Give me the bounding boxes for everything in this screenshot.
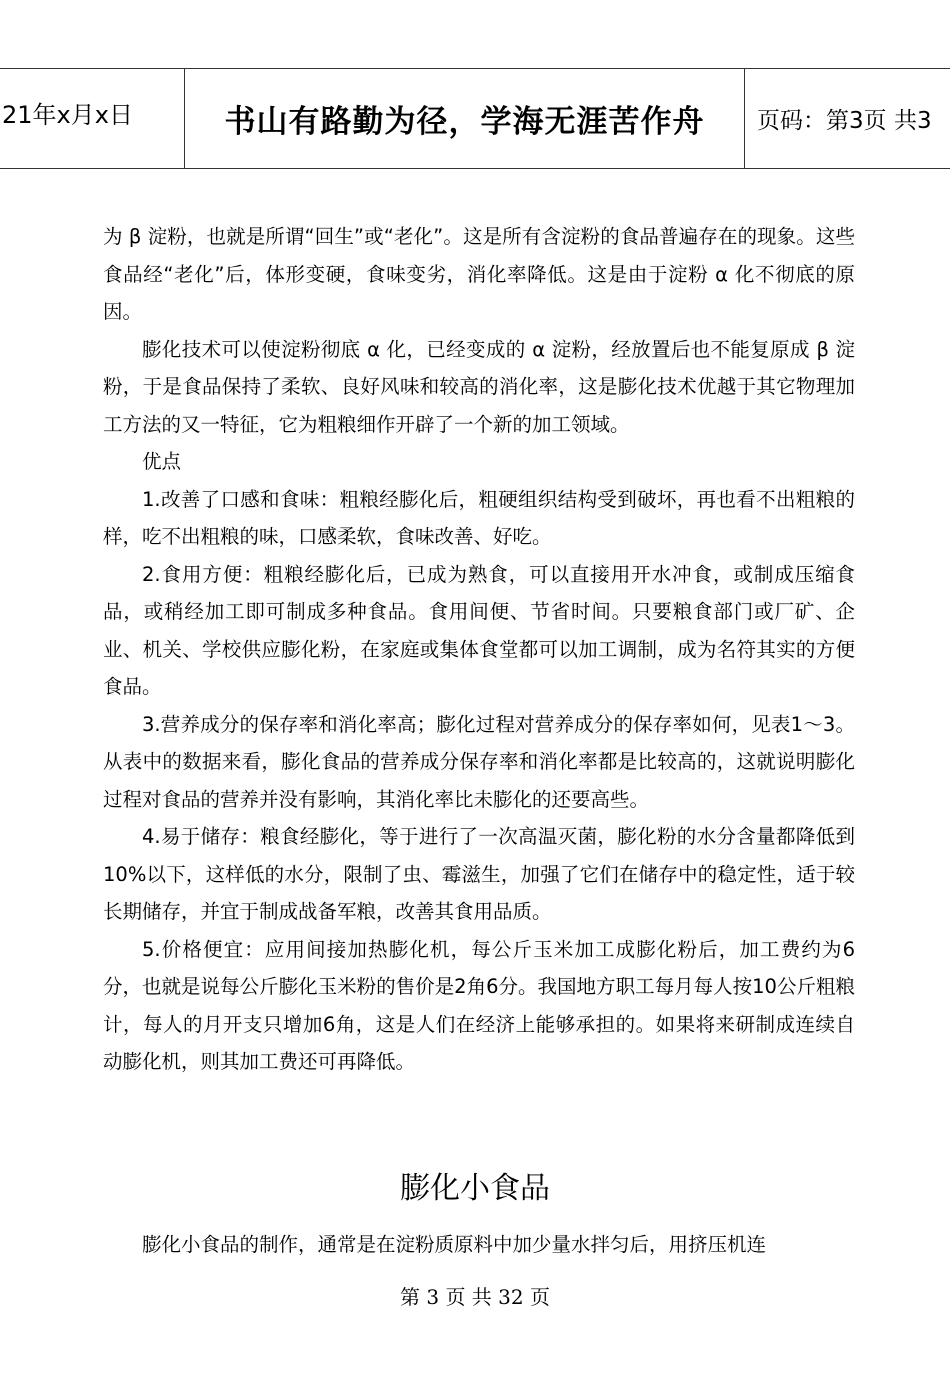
header-date: 21年x月x日 (2, 101, 133, 129)
list-item: 1.改善了口感和食味：粗粮经膨化后，粗硬组织结构受到破坏，再也看不出粗粮的样，吃不出粗粮的味，口感柔软，食味改善、好吃。 (103, 487, 855, 548)
list-item: 3.营养成分的保存率和消化率高；膨化过程对营养成分的保存率如何，见表1～3。从表中的数据来看，膨化食品的营养成分保存率和消化率都是比较高的，这就说明膨化过程对食品的营养并没有影响，其消化率比未膨化的还要高些。 (103, 712, 855, 811)
header-page-number: 页码：第3页 共3 (757, 108, 932, 134)
paragraph: 为 β 淀粉，也就是所谓“回生”或“老化”。这是所有含淀粉的食品普遍存在的现象。这些食品经“老化”后，体形变硬，食味变劣，消化率降低。这是由于淀粉 α 化不彻底的原因。 (103, 225, 855, 323)
subheading-advantages: 优点 (142, 450, 182, 473)
page-header (0, 68, 950, 169)
document-body (103, 218, 855, 1081)
list-item: 2.食用方便：粗粮经膨化后，已成为熟食，可以直接用开水冲食，或制成压缩食品，或稍经加工即可制成多种食品。食用间便、节省时间。只要粮食部门或厂矿、企业、机关、学校供应膨化粉，在家庭或集体食堂都可以加工调制，成为名符其实的方便食品。 (103, 562, 855, 698)
paragraph: 膨化小食品的制作，通常是在淀粉质原料中加少量水拌匀后，用挤压机连 (142, 1233, 767, 1256)
paragraph: 膨化技术可以使淀粉彻底 α 化，已经变成的 α 淀粉，经放置后也不能复原成 β 淀粉，于是食品保持了柔软、良好风味和较高的消化率，这是膨化技术优越于其它物理加工方法的又一特征，它为粗粮细作开辟了一个新的加工领域。 (103, 337, 855, 436)
section-body (103, 1226, 855, 1264)
page-footer: 第 3 页 共 32 页 (400, 1285, 550, 1309)
list-item: 4.易于储存：粮食经膨化，等于进行了一次高温灭菌，膨化粉的水分含量都降低到10%以下，这样低的水分，限制了虫、霉滋生，加强了它们在储存中的稳定性，适于较长期储存，并宜于制成战备军粮，改善其食用品质。 (103, 825, 855, 923)
header-motto: 书山有路勤为径，学海无涯苦作舟 (224, 104, 705, 140)
section-heading: 膨化小食品 (400, 1171, 550, 1206)
list-item: 5.价格便宜：应用间接加热膨化机，每公斤玉米加工成膨化粉后，加工费约为6分，也就是说每公斤膨化玉米粉的售价是2角6分。我国地方职工每月每人按10公斤粗粮计，每人的月开支只增加6角，这是人们在经济上能够承担的。如果将来研制成连续自动膨化机，则其加工费还可再降低。 (103, 937, 855, 1073)
